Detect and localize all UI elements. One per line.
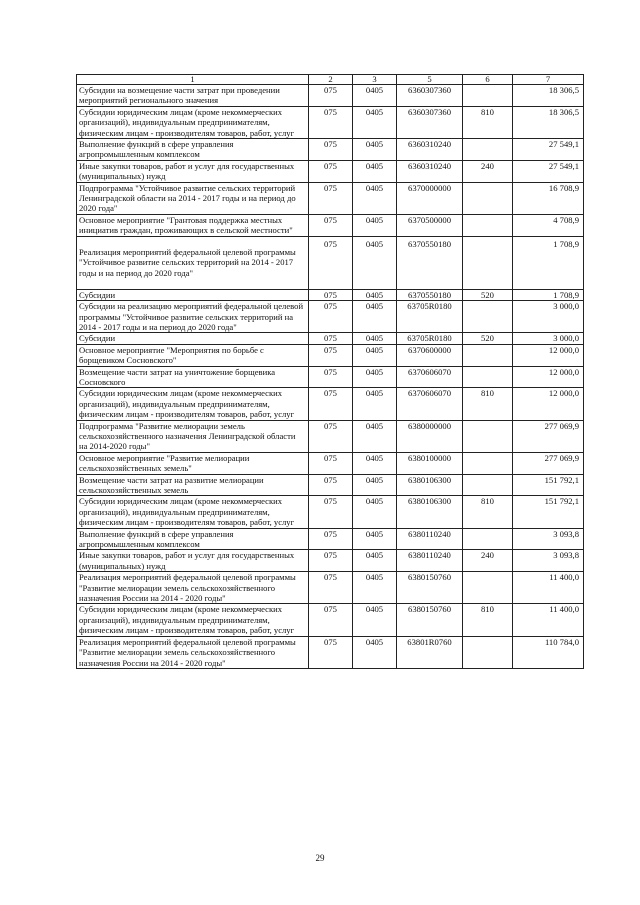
row-expense-type-cell	[463, 366, 513, 388]
row-section-cell: 0405	[353, 496, 397, 528]
row-section-cell: 0405	[353, 333, 397, 344]
row-target-cell: 6370606070	[397, 366, 463, 388]
row-section-cell: 0405	[353, 636, 397, 668]
row-name-cell: Субсидии на реализацию мероприятий федеральной целевой программы "Устойчивое развитие сельских территорий на 2014 - 2017 годы и на период до 2020 года"	[77, 301, 309, 333]
row-amount-cell: 27 549,1	[513, 139, 584, 161]
row-section-cell: 0405	[353, 214, 397, 236]
row-target-cell: 6380110240	[397, 550, 463, 572]
row-expense-type-cell	[463, 236, 513, 289]
row-expense-type-cell	[463, 420, 513, 452]
row-target-cell: 6370550180	[397, 289, 463, 300]
row-expense-type-cell: 810	[463, 388, 513, 420]
row-expense-type-cell: 520	[463, 289, 513, 300]
table-row	[77, 636, 584, 668]
row-target-cell: 6360307360	[397, 106, 463, 138]
row-target-cell: 6370500000	[397, 214, 463, 236]
table-row	[77, 236, 584, 289]
row-section-cell: 0405	[353, 572, 397, 604]
row-target-cell: 6370000000	[397, 182, 463, 214]
header-col-5: 5	[397, 75, 463, 85]
row-name-cell: Субсидии юридическим лицам (кроме некоммерческих организаций), индивидуальным предпринимателям, физическим лицам - производителям товаров, работ, услуг	[77, 604, 309, 636]
table-row	[77, 289, 584, 300]
row-code-cell: 075	[309, 572, 353, 604]
row-name-cell: Выполнение функций в сфере управления агропромышленным комплексом	[77, 528, 309, 550]
row-target-cell: 63705R0180	[397, 301, 463, 333]
row-section-cell: 0405	[353, 474, 397, 496]
row-target-cell: 6370550180	[397, 236, 463, 289]
row-section-cell: 0405	[353, 550, 397, 572]
row-section-cell: 0405	[353, 139, 397, 161]
row-name-cell: Реализация мероприятий федеральной целевой программы "Устойчивое развитие сельских территорий на 2014 - 2017 годы и на период до 2020 года"	[77, 236, 309, 289]
table-row	[77, 550, 584, 572]
table-row	[77, 344, 584, 366]
row-amount-cell: 110 784,0	[513, 636, 584, 668]
row-amount-cell: 1 708,9	[513, 289, 584, 300]
row-target-cell: 6370606070	[397, 388, 463, 420]
table-row	[77, 301, 584, 333]
budget-table-container	[76, 74, 583, 669]
row-code-cell: 075	[309, 366, 353, 388]
row-expense-type-cell: 810	[463, 106, 513, 138]
header-col-2: 2	[309, 75, 353, 85]
row-section-cell: 0405	[353, 160, 397, 182]
row-target-cell: 63801R0760	[397, 636, 463, 668]
row-code-cell: 075	[309, 106, 353, 138]
budget-table	[76, 74, 584, 669]
row-amount-cell: 3 000,0	[513, 333, 584, 344]
row-code-cell: 075	[309, 550, 353, 572]
row-name-cell: Субсидии юридическим лицам (кроме некоммерческих организаций), индивидуальным предпринимателям, физическим лицам - производителям товаров, работ, услуг	[77, 388, 309, 420]
row-code-cell: 075	[309, 214, 353, 236]
row-expense-type-cell	[463, 474, 513, 496]
header-col-6: 6	[463, 75, 513, 85]
row-section-cell: 0405	[353, 236, 397, 289]
row-expense-type-cell: 240	[463, 160, 513, 182]
table-row	[77, 106, 584, 138]
row-amount-cell: 4 708,9	[513, 214, 584, 236]
row-name-cell: Иные закупки товаров, работ и услуг для государственных (муниципальных) нужд	[77, 550, 309, 572]
row-amount-cell: 151 792,1	[513, 474, 584, 496]
row-section-cell: 0405	[353, 528, 397, 550]
row-target-cell: 63705R0180	[397, 333, 463, 344]
header-col-1: 1	[77, 75, 309, 85]
row-target-cell: 6380150760	[397, 604, 463, 636]
row-target-cell: 6360310240	[397, 160, 463, 182]
row-code-cell: 075	[309, 388, 353, 420]
row-name-cell: Основное мероприятие "Грантовая поддержка местных инициатив граждан, проживающих в сельской местности"	[77, 214, 309, 236]
row-target-cell: 6380110240	[397, 528, 463, 550]
row-code-cell: 075	[309, 604, 353, 636]
row-name-cell: Выполнение функций в сфере управления агропромышленным комплексом	[77, 139, 309, 161]
row-amount-cell: 277 069,9	[513, 452, 584, 474]
table-header-row	[77, 75, 584, 85]
row-expense-type-cell	[463, 636, 513, 668]
row-target-cell: 6370600000	[397, 344, 463, 366]
row-section-cell: 0405	[353, 301, 397, 333]
row-expense-type-cell	[463, 572, 513, 604]
row-expense-type-cell	[463, 85, 513, 107]
table-row	[77, 528, 584, 550]
row-amount-cell: 18 306,5	[513, 85, 584, 107]
table-row	[77, 160, 584, 182]
row-expense-type-cell	[463, 182, 513, 214]
row-code-cell: 075	[309, 474, 353, 496]
row-target-cell: 6380100000	[397, 452, 463, 474]
row-amount-cell: 12 000,0	[513, 344, 584, 366]
row-name-cell: Основное мероприятие "Развитие мелиорации сельскохозяйственных земель"	[77, 452, 309, 474]
header-col-7: 7	[513, 75, 584, 85]
row-name-cell: Возмещение части затрат на уничтожение борщевика Сосновского	[77, 366, 309, 388]
table-row	[77, 182, 584, 214]
row-section-cell: 0405	[353, 420, 397, 452]
row-code-cell: 075	[309, 496, 353, 528]
row-code-cell: 075	[309, 420, 353, 452]
table-row	[77, 420, 584, 452]
table-row	[77, 139, 584, 161]
row-name-cell: Подпрограмма "Устойчивое развитие сельских территорий Ленинградской области на 2014 - 2017 годы и на период до 2020 года"	[77, 182, 309, 214]
row-code-cell: 075	[309, 636, 353, 668]
row-name-cell: Субсидии юридическим лицам (кроме некоммерческих организаций), индивидуальным предпринимателям, физическим лицам - производителям товаров, работ, услуг	[77, 106, 309, 138]
row-amount-cell: 11 400,0	[513, 604, 584, 636]
row-target-cell: 6380106300	[397, 474, 463, 496]
row-code-cell: 075	[309, 236, 353, 289]
table-row	[77, 388, 584, 420]
row-section-cell: 0405	[353, 344, 397, 366]
header-col-3: 3	[353, 75, 397, 85]
table-row	[77, 366, 584, 388]
row-section-cell: 0405	[353, 85, 397, 107]
table-row	[77, 85, 584, 107]
row-name-cell: Реализация мероприятий федеральной целевой программы "Развитие мелиорации земель сельскохозяйственного назначения России на 2014 - 2020 годы"	[77, 636, 309, 668]
row-name-cell: Иные закупки товаров, работ и услуг для государственных (муниципальных) нужд	[77, 160, 309, 182]
table-row	[77, 496, 584, 528]
row-section-cell: 0405	[353, 289, 397, 300]
row-target-cell: 6380106300	[397, 496, 463, 528]
row-expense-type-cell	[463, 301, 513, 333]
row-amount-cell: 1 708,9	[513, 236, 584, 289]
row-amount-cell: 3 093,8	[513, 528, 584, 550]
row-target-cell: 6380150760	[397, 572, 463, 604]
table-row	[77, 572, 584, 604]
row-amount-cell: 18 306,5	[513, 106, 584, 138]
table-row	[77, 214, 584, 236]
row-expense-type-cell	[463, 452, 513, 474]
row-section-cell: 0405	[353, 182, 397, 214]
row-section-cell: 0405	[353, 106, 397, 138]
table-row	[77, 604, 584, 636]
row-code-cell: 075	[309, 452, 353, 474]
row-code-cell: 075	[309, 344, 353, 366]
row-amount-cell: 151 792,1	[513, 496, 584, 528]
row-amount-cell: 12 000,0	[513, 388, 584, 420]
row-name-cell: Субсидии	[77, 333, 309, 344]
row-name-cell: Реализация мероприятий федеральной целевой программы "Развитие мелиорации земель сельскохозяйственного назначения России на 2014 - 2020 годы"	[77, 572, 309, 604]
row-section-cell: 0405	[353, 604, 397, 636]
row-name-cell: Субсидии на возмещение части затрат при проведении мероприятий регионального значения	[77, 85, 309, 107]
row-section-cell: 0405	[353, 366, 397, 388]
row-name-cell: Субсидии	[77, 289, 309, 300]
row-code-cell: 075	[309, 139, 353, 161]
row-expense-type-cell	[463, 139, 513, 161]
row-expense-type-cell	[463, 214, 513, 236]
row-expense-type-cell: 520	[463, 333, 513, 344]
row-code-cell: 075	[309, 528, 353, 550]
row-code-cell: 075	[309, 182, 353, 214]
table-row	[77, 474, 584, 496]
row-target-cell: 6360310240	[397, 139, 463, 161]
row-target-cell: 6360307360	[397, 85, 463, 107]
row-code-cell: 075	[309, 289, 353, 300]
row-expense-type-cell	[463, 344, 513, 366]
row-expense-type-cell: 240	[463, 550, 513, 572]
row-amount-cell: 3 000,0	[513, 301, 584, 333]
row-amount-cell: 16 708,9	[513, 182, 584, 214]
row-amount-cell: 27 549,1	[513, 160, 584, 182]
row-code-cell: 075	[309, 160, 353, 182]
row-amount-cell: 3 093,8	[513, 550, 584, 572]
row-section-cell: 0405	[353, 452, 397, 474]
row-name-cell: Субсидии юридическим лицам (кроме некоммерческих организаций), индивидуальным предпринимателям, физическим лицам - производителям товаров, работ, услуг	[77, 496, 309, 528]
row-target-cell: 6380000000	[397, 420, 463, 452]
row-expense-type-cell: 810	[463, 604, 513, 636]
row-expense-type-cell: 810	[463, 496, 513, 528]
row-amount-cell: 277 069,9	[513, 420, 584, 452]
table-row	[77, 333, 584, 344]
row-amount-cell: 12 000,0	[513, 366, 584, 388]
row-code-cell: 075	[309, 301, 353, 333]
row-name-cell: Возмещение части затрат на развитие мелиорации сельскохозяйственных земель	[77, 474, 309, 496]
row-expense-type-cell	[463, 528, 513, 550]
row-amount-cell: 11 400,0	[513, 572, 584, 604]
row-code-cell: 075	[309, 333, 353, 344]
table-row	[77, 452, 584, 474]
page-number: 29	[315, 853, 325, 863]
row-section-cell: 0405	[353, 388, 397, 420]
row-name-cell: Подпрограмма "Развитие мелиорации земель сельскохозяйственного назначения Ленинградской области на 2014-2020 годы"	[77, 420, 309, 452]
row-code-cell: 075	[309, 85, 353, 107]
row-name-cell: Основное мероприятие "Мероприятия по борьбе с борщевиком Сосновского"	[77, 344, 309, 366]
